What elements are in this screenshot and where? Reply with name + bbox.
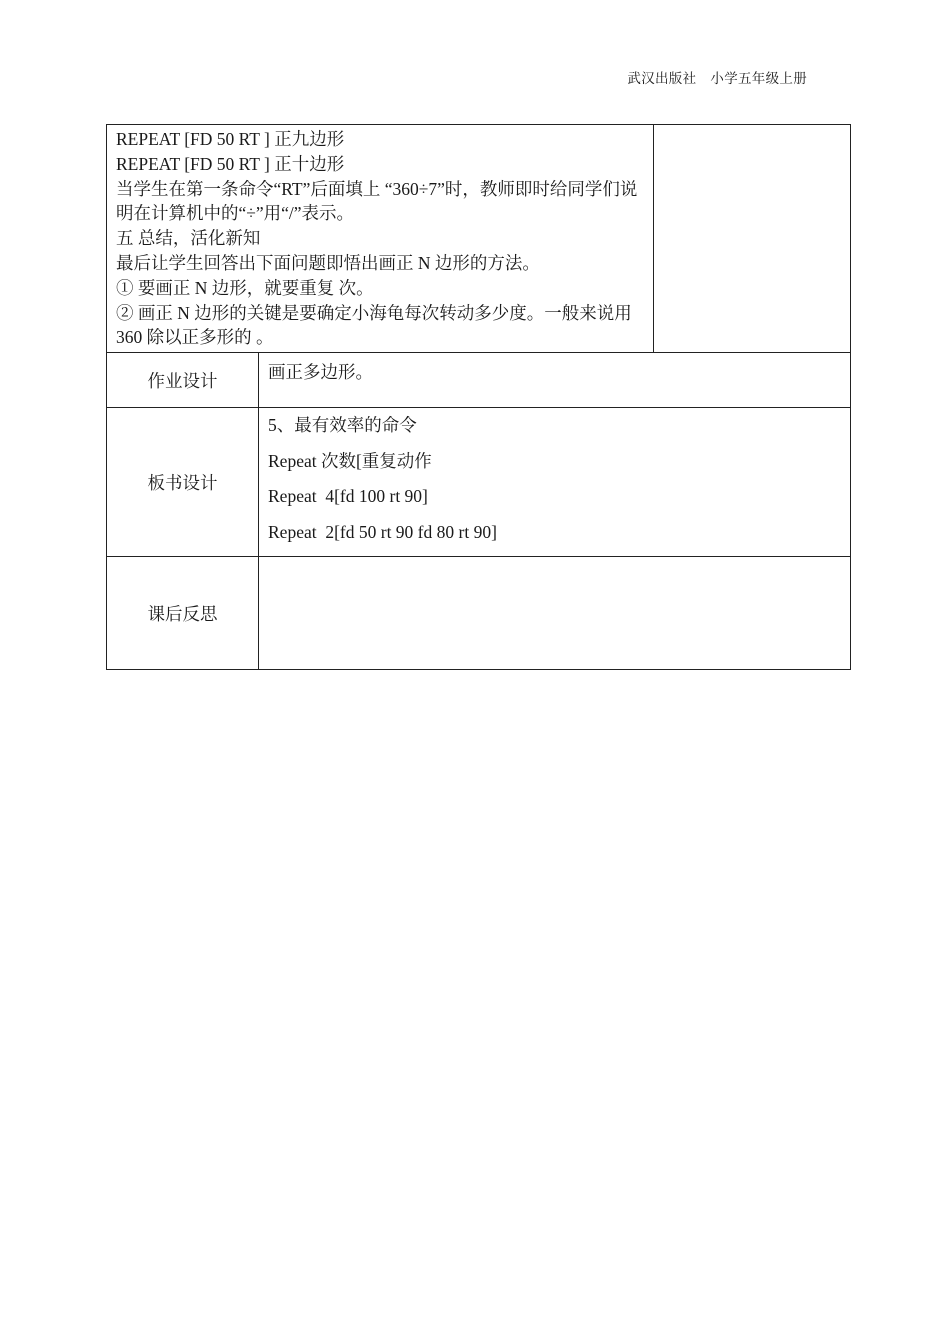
notes-cell bbox=[654, 125, 851, 353]
page-header bbox=[627, 67, 807, 87]
homework-content: 画正多边形。 bbox=[259, 353, 851, 408]
section-heading: 五 总结，活化新知 bbox=[116, 228, 261, 249]
reflection-content bbox=[259, 557, 851, 670]
homework-row bbox=[107, 353, 851, 408]
board-row bbox=[107, 408, 851, 557]
publisher-name: 武汉出版社 bbox=[627, 71, 697, 86]
board-line: Repeat 次数[重复动作 bbox=[268, 450, 432, 471]
text-line: REPEAT [FD 50 RT ] 正十边形 bbox=[116, 153, 345, 174]
process-cell bbox=[107, 125, 654, 353]
board-line: Repeat 4[fd 100 rt 90] bbox=[268, 486, 428, 507]
board-content bbox=[259, 408, 851, 557]
text-line: 当学生在第一条命令“RT”后面填上 “360÷7”时，教师即时给同学们说明在计算机中的“÷”用“/”表示。 bbox=[116, 178, 638, 224]
homework-label: 作业设计 bbox=[107, 353, 259, 408]
lesson-plan-table bbox=[106, 124, 851, 670]
board-label: 板书设计 bbox=[107, 408, 259, 557]
grade-volume: 小学五年级上册 bbox=[710, 71, 807, 86]
text-line: ② 画正 N 边形的关键是要确定小海龟每次转动多少度。一般来说用 360 除以正多形的 。 bbox=[116, 302, 632, 348]
board-line: 5、最有效率的命令 bbox=[268, 415, 417, 436]
board-line: Repeat 2[fd 50 rt 90 fd 80 rt 90] bbox=[268, 521, 497, 542]
reflection-row bbox=[107, 557, 851, 670]
text-line: 最后让学生回答出下面问题即悟出画正 N 边形的方法。 bbox=[116, 252, 540, 273]
text-line: REPEAT [FD 50 RT ] 正九边形 bbox=[116, 129, 345, 149]
process-row bbox=[107, 125, 851, 353]
reflection-label: 课后反思 bbox=[107, 557, 259, 670]
text-line: ① 要画正 N 边形，就要重复 次。 bbox=[116, 277, 374, 298]
